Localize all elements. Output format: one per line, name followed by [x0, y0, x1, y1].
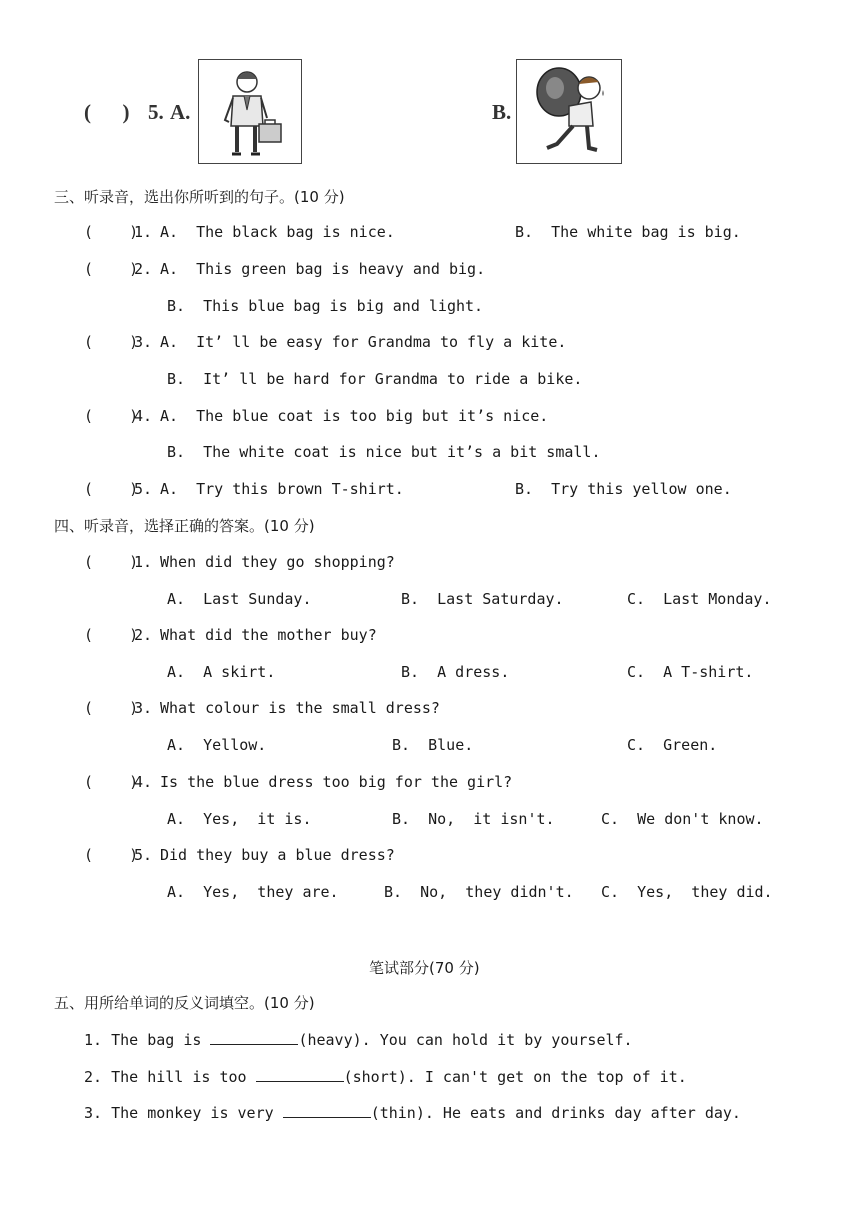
- option-a: A. This green bag is heavy and big.: [160, 260, 486, 278]
- sentence-end: (short). I can't get on the top of it.: [343, 1068, 687, 1086]
- answer-paren[interactable]: ( ): [84, 626, 139, 644]
- answer-paren[interactable]: ( ): [84, 773, 139, 791]
- option-c: C. A T-shirt.: [627, 663, 754, 681]
- sentence-start: The bag is: [111, 1031, 211, 1049]
- question-number: 2.: [134, 626, 153, 644]
- question-number: 5.: [134, 480, 153, 498]
- question-number: 1.: [134, 553, 153, 571]
- section-5-title: 五、用所给单词的反义词填空。(10 分): [54, 994, 315, 1012]
- answer-blank[interactable]: [283, 1103, 371, 1118]
- option-b: B. It’ ll be hard for Grandma to ride a bike.: [167, 370, 583, 388]
- option-b: B. The white bag is big.: [515, 223, 741, 241]
- answer-paren[interactable]: ( ): [84, 333, 139, 351]
- question-text: Did they buy a blue dress?: [160, 846, 395, 864]
- option-a: A. The black bag is nice.: [160, 223, 395, 241]
- question-number: 3.: [84, 1104, 103, 1122]
- answer-paren[interactable]: ( ): [84, 846, 139, 864]
- option-a: A. A skirt.: [167, 663, 276, 681]
- section-3-title: 三、听录音，选出你所听到的句子。(10 分): [54, 188, 345, 206]
- option-a: A. It’ ll be easy for Grandma to fly a kite.: [160, 333, 567, 351]
- answer-paren[interactable]: ( ): [84, 100, 130, 124]
- question-number: 5.: [134, 846, 153, 864]
- option-b: B. The white coat is nice but it’s a bit small.: [167, 443, 601, 461]
- answer-paren[interactable]: ( ): [84, 407, 139, 425]
- question-text: What did the mother buy?: [160, 626, 377, 644]
- question-text: Is the blue dress too big for the girl?: [160, 773, 513, 791]
- question-number: 4.: [134, 407, 153, 425]
- option-c: C. Yes, they did.: [601, 883, 773, 901]
- question-number: 2.: [134, 260, 153, 278]
- question-text: When did they go shopping?: [160, 553, 395, 571]
- section-4-title: 四、听录音，选择正确的答案。(10 分): [54, 517, 315, 535]
- man-with-briefcase-icon[interactable]: [198, 59, 302, 164]
- answer-blank[interactable]: [256, 1067, 344, 1082]
- option-a: A. Yes, it is.: [167, 810, 312, 828]
- option-a: A. Yes, they are.: [167, 883, 339, 901]
- fill-in-item: [84, 1030, 633, 1049]
- answer-paren[interactable]: ( ): [84, 699, 139, 717]
- answer-blank[interactable]: [210, 1030, 298, 1045]
- option-b: B. Blue.: [392, 736, 474, 754]
- sentence-start: The monkey is very: [111, 1104, 283, 1122]
- option-b: B. Last Saturday.: [401, 590, 564, 608]
- written-part-title: 笔试部分(70 分): [369, 959, 480, 977]
- answer-paren[interactable]: ( ): [84, 223, 139, 241]
- option-a: A. Yellow.: [167, 736, 267, 754]
- sentence-start: The hill is too: [111, 1068, 256, 1086]
- fill-in-item: [84, 1067, 687, 1086]
- question-number: 1.: [134, 223, 153, 241]
- fill-in-item: [84, 1103, 741, 1122]
- option-b: B. This blue bag is big and light.: [167, 297, 484, 315]
- boy-carrying-heavy-backpack-icon[interactable]: [516, 59, 622, 164]
- question-text: What colour is the small dress?: [160, 699, 440, 717]
- option-a: A. Try this brown T-shirt.: [160, 480, 404, 498]
- sentence-end: (heavy). You can hold it by yourself.: [298, 1031, 633, 1049]
- option-b: B. No, they didn't.: [384, 883, 574, 901]
- option-b: B. A dress.: [401, 663, 510, 681]
- option-a: A. Last Sunday.: [167, 590, 312, 608]
- sentence-end: (thin). He eats and drinks day after day.: [370, 1104, 741, 1122]
- question-number: 5.: [148, 100, 164, 124]
- option-a-label: A.: [170, 100, 191, 124]
- question-number: 3.: [134, 699, 153, 717]
- answer-paren[interactable]: ( ): [84, 260, 139, 278]
- answer-paren[interactable]: ( ): [84, 553, 139, 571]
- option-c: C. Last Monday.: [627, 590, 772, 608]
- option-a: A. The blue coat is too big but it’s nice.: [160, 407, 549, 425]
- option-c: C. Green.: [627, 736, 718, 754]
- question-number: 3.: [134, 333, 153, 351]
- option-b: B. No, it isn't.: [392, 810, 555, 828]
- option-c: C. We don't know.: [601, 810, 764, 828]
- question-number: 1.: [84, 1031, 103, 1049]
- option-b-label: B.: [492, 100, 512, 124]
- question-number: 4.: [134, 773, 153, 791]
- answer-paren[interactable]: ( ): [84, 480, 139, 498]
- question-number: 2.: [84, 1068, 103, 1086]
- option-b: B. Try this yellow one.: [515, 480, 732, 498]
